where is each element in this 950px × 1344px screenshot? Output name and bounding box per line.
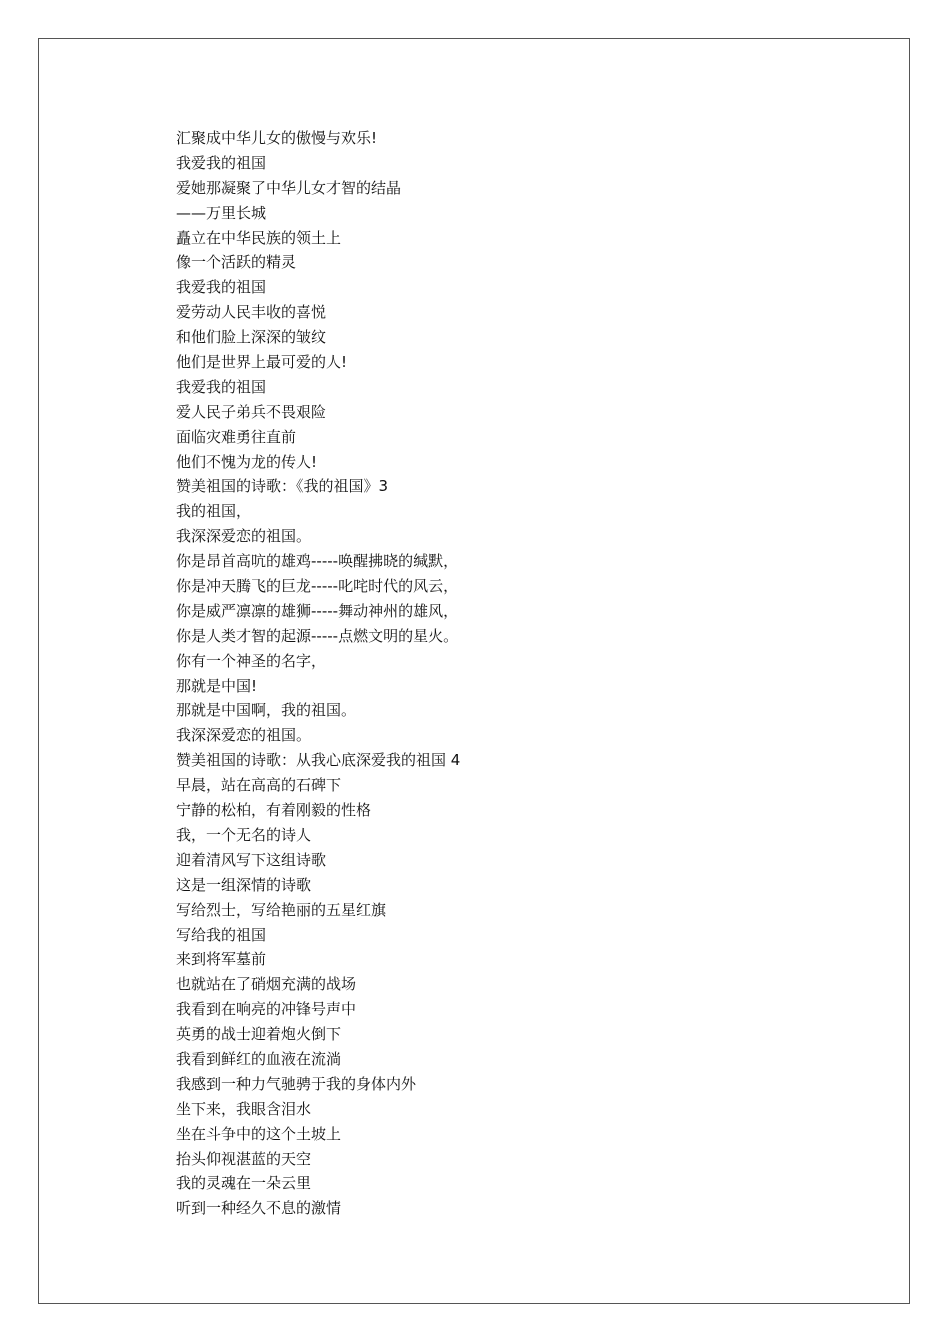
poem-line: 我看到在响亮的冲锋号声中: [176, 1000, 357, 1019]
poem-line: 你是冲天腾飞的巨龙-----叱咤时代的风云，: [176, 577, 459, 596]
poem-line: 面临灾难勇往直前: [176, 427, 297, 446]
section-heading: 赞美祖国的诗歌：《我的祖国》3: [176, 477, 389, 496]
section-heading: 赞美祖国的诗歌：从我心底深爱我的祖国 4: [176, 751, 461, 770]
poem-line: 他们不愧为龙的传人!: [176, 452, 318, 471]
poem-line: 爱劳动人民丰收的喜悦: [176, 303, 327, 322]
poem-line: 也就站在了硝烟充满的战场: [176, 975, 357, 994]
poem-line: 迎着清风写下这组诗歌: [176, 850, 327, 869]
poem-line: 我感到一种力气驰骋于我的身体内外: [176, 1074, 417, 1093]
poem-line: 我爱我的祖国: [176, 377, 267, 396]
poem-line: 汇聚成中华儿女的傲慢与欢乐!: [176, 129, 378, 147]
poem-line: 爱人民子弟兵不畏艰险: [176, 402, 327, 421]
poem-line: 我看到鲜红的血液在流淌: [176, 1049, 342, 1068]
poem-line: 矗立在中华民族的领土上: [176, 228, 342, 247]
poem-line: 写给我的祖国: [176, 925, 267, 944]
poem-line: 坐下来，我眼含泪水: [176, 1099, 312, 1118]
poem-line: ——万里长城: [176, 203, 267, 222]
poem-line: 英勇的战士迎着炮火倒下: [176, 1025, 342, 1044]
poem-line: 我，一个无名的诗人: [176, 825, 312, 844]
poem-line: 爱她那凝聚了中华儿女才智的结晶: [176, 178, 402, 197]
poem-line: 宁静的松柏，有着刚毅的性格: [176, 801, 372, 820]
poem-line: 你有一个神圣的名字，: [176, 651, 327, 670]
poem-line: 他们是世界上最可爱的人!: [176, 353, 348, 372]
poem-line: 我爱我的祖国: [176, 153, 267, 172]
poem-line: 像一个活跃的精灵: [176, 253, 297, 272]
poem-line: 那就是中国!: [176, 676, 258, 695]
poem-line: 你是人类才智的起源-----点燃文明的星火。: [176, 626, 459, 645]
poem-line: 我爱我的祖国: [176, 278, 267, 297]
poem-line: 听到一种经久不息的激情: [176, 1199, 342, 1218]
poem-line: 坐在斗争中的这个土坡上: [176, 1124, 342, 1143]
poem-line: 这是一组深情的诗歌: [176, 875, 312, 894]
poem-line: 我深深爱恋的祖国。: [176, 726, 312, 745]
poem-line: 来到将军墓前: [176, 950, 267, 969]
poem-line: 我的祖国，: [176, 502, 252, 521]
poem-line: 抬头仰视湛蓝的天空: [176, 1149, 312, 1168]
poem-line: 我深深爱恋的祖国。: [176, 527, 312, 546]
poem-line: 你是威严凛凛的雄狮-----舞动神州的雄风，: [176, 601, 459, 620]
poem-body: [176, 126, 776, 1221]
poem-line: 那就是中国啊，我的祖国。: [176, 701, 357, 720]
poem-line: 早晨，站在高高的石碑下: [176, 776, 342, 795]
poem-line: 你是昂首高吭的雄鸡-----唤醒拂晓的缄默，: [176, 552, 459, 571]
poem-line: 和他们脸上深深的皱纹: [176, 328, 327, 347]
poem-line: 写给烈士，写给艳丽的五星红旗: [176, 900, 387, 919]
poem-line: 我的灵魂在一朵云里: [176, 1174, 312, 1193]
